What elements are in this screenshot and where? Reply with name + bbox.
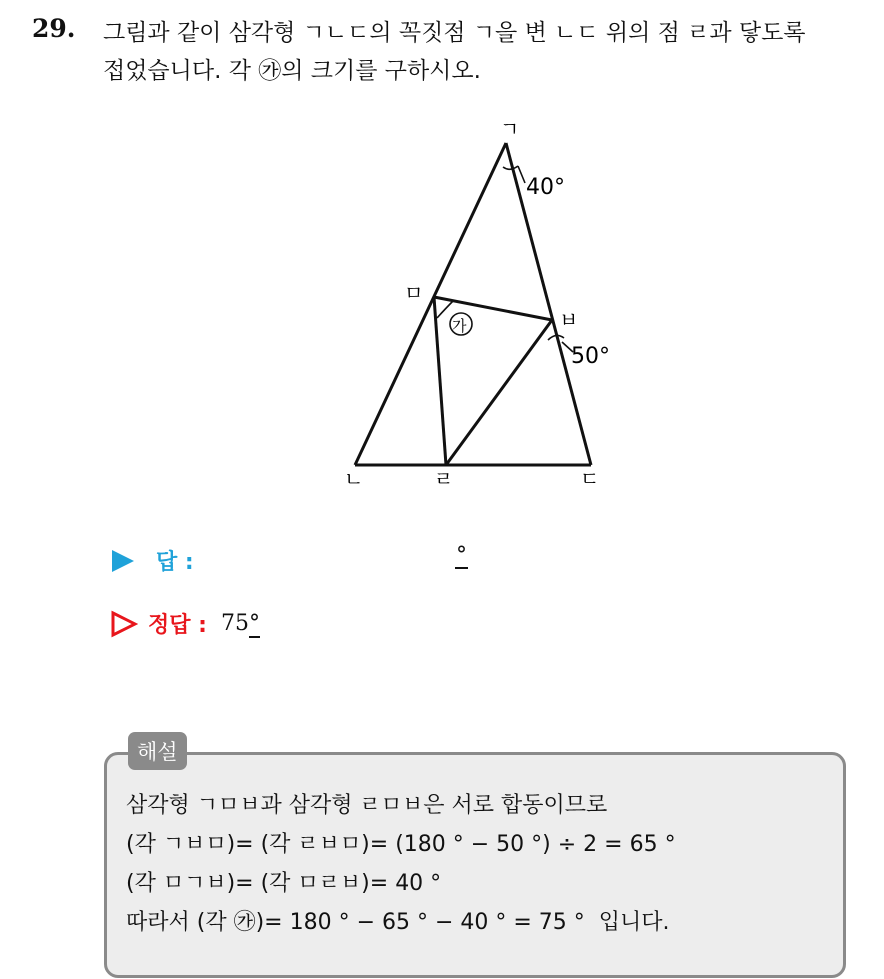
angle-arc-e: [437, 300, 454, 318]
label-vertex-e: ㅁ: [404, 281, 424, 305]
correct-answer-row: [110, 608, 260, 639]
label-vertex-b: ㄴ: [344, 467, 364, 491]
segment-ed: [434, 297, 446, 465]
label-vertex-a: ㄱ: [500, 117, 520, 141]
explanation-text: [126, 786, 676, 942]
question-number: 29.: [32, 14, 76, 43]
play-triangle-icon: [110, 548, 136, 574]
explanation-line-2: (각 ㄱㅂㅁ)= (각 ㄹㅂㅁ)= (180 ° − 50 °) ÷ 2 = 65 °: [126, 832, 676, 857]
question-line-1: 그림과 같이 삼각형 ㄱㄴㄷ의 꼭짓점 ㄱ을 변 ㄴㄷ 위의 점 ㄹ과 닿도록: [103, 20, 806, 46]
answer-blank-unit[interactable]: °: [456, 543, 467, 568]
side-ab: [355, 143, 506, 465]
answer-label: 답 :: [156, 550, 194, 575]
correct-answer-label: 정답 :: [148, 613, 207, 638]
answer-row: [110, 545, 194, 576]
explanation-line-1: 삼각형 ㄱㅁㅂ과 삼각형 ㄹㅁㅂ은 서로 합동이므로: [126, 793, 608, 818]
angle-arc-top: [503, 166, 518, 169]
angle-mark-ga: 가: [452, 317, 467, 335]
label-vertex-f: ㅂ: [559, 308, 579, 332]
correct-answer-value: 75°: [220, 611, 260, 636]
outline-triangle-icon: [110, 610, 138, 638]
arrow-top: [518, 166, 525, 183]
segment-fd: [446, 320, 552, 465]
explanation-tag: 해설: [128, 732, 187, 770]
label-vertex-c: ㄷ: [580, 467, 600, 491]
angle-label-50: 50°: [571, 344, 610, 369]
explanation-line-4: 따라서 (각 ㉮)= 180 ° − 65 ° − 40 ° = 75 ° 입니다.: [126, 910, 670, 935]
angle-label-40: 40°: [526, 175, 565, 200]
question-line-2: 접었습니다. 각 ㉮의 크기를 구하시오.: [103, 58, 481, 84]
label-vertex-d: ㄹ: [434, 467, 454, 491]
explanation-line-3: (각 ㅁㄱㅂ)= (각 ㅁㄹㅂ)= 40 °: [126, 871, 442, 896]
